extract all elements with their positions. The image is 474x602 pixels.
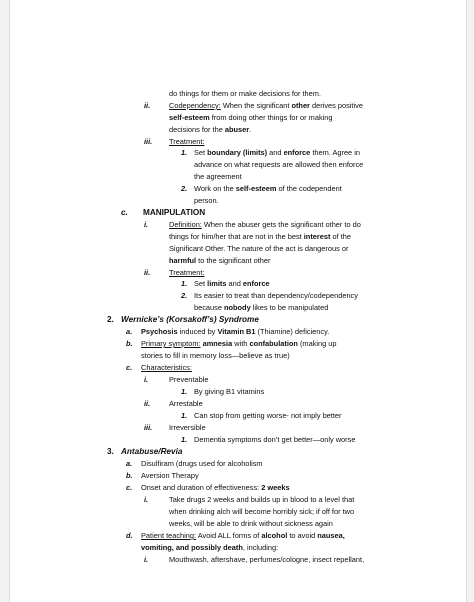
list-marker: ii. [144,399,151,408]
list-marker: i. [144,375,149,384]
list-item: c. Characteristics: [126,363,192,372]
text-line: when drinking alch will become horribly sick; if off for two [169,507,355,516]
list-item: d. Patient teaching: Avoid ALL forms of alcohol to avoid nausea, [126,531,345,540]
text-line: Significant Other. The nature of the act is dangerous or [169,244,349,253]
list-marker: 1. [181,435,188,444]
list-marker: c. [126,363,133,372]
section-heading: 3. Antabuse/Revia [107,447,183,456]
list-item: 2. Its easier to treat than dependency/codependency [181,291,358,300]
list-marker: a. [126,459,133,468]
text-line: because nobody likes to be manipulated [194,303,329,312]
list-marker: d. [126,531,133,540]
list-item: i. Definition: When the abuser gets the significant other to do [144,220,361,229]
list-item: c. MANIPULATION [121,208,206,217]
list-marker: 1. [181,411,188,420]
list-item: i. Preventable [144,375,209,384]
list-marker: ii. [144,101,151,110]
list-marker: ii. [144,268,151,277]
list-marker: 1. [181,148,188,157]
text-line: stories to fill in memory loss—believe as true) [141,351,290,360]
list-item: ii. Treatment: [144,268,205,277]
list-marker: i. [144,555,149,564]
text-line: decisions for the abuser. [169,125,252,134]
list-marker: b. [126,471,133,480]
text-line: do things for them or make decisions for them. [169,89,321,98]
list-marker: 2. [181,291,188,300]
list-marker: 3. [107,447,114,456]
list-marker: c. [126,483,133,492]
list-item: 1. Dementia symptoms don’t get better—only worse [181,435,356,444]
list-item: ii. Codependency: When the significant other derives positive [144,101,363,110]
text-line: vomiting, and possibly death, including: [141,543,279,552]
list-marker: i. [144,495,149,504]
list-item: a. Psychosis induced by Vitamin B1 (Thiamine) deficiency. [126,327,330,336]
list-item: iii. Treatment: [144,137,205,146]
list-item: c. Onset and duration of effectiveness: 2 weeks [126,483,290,492]
list-marker: c. [121,208,128,217]
list-item: 2. Work on the self-esteem of the codependent [181,184,342,193]
text-line: harmful to the significant other [169,256,271,265]
list-item: i. Take drugs 2 weeks and builds up in blood to a level that [144,495,355,504]
list-marker: 2. [181,184,188,193]
list-item: b. Primary symptom: amnesia with confabulation (making up [126,339,337,348]
list-marker: b. [126,339,133,348]
list-item: i. Mouthwash, aftershave, perfumes/cologne, insect repellant, [144,555,365,564]
text-line: weeks, will be able to drink without sickness again [169,519,333,528]
text-line: advance on what requests are allowed then enforce [194,160,364,169]
list-item: b. Aversion Therapy [126,471,199,480]
text-line: things for him/her that are not in the best interest of the [169,232,351,241]
list-item: 1. Set limits and enforce [181,279,270,288]
list-item: iii. Irreversible [144,423,206,432]
list-item: a. Disulfiram (drugs used for alcoholism [126,459,263,468]
text-line: person. [194,196,219,205]
list-item: ii. Arrestable [144,399,203,408]
list-marker: 1. [181,279,188,288]
list-marker: iii. [144,423,153,432]
text-line: self-esteem from doing other things for or making [169,113,333,122]
list-marker: 2. [107,315,114,324]
text-line: the agreement [194,172,242,181]
list-item: 1. Can stop from getting worse- not imply better [181,411,342,420]
list-marker: a. [126,327,133,336]
list-marker: iii. [144,137,153,146]
section-heading: 2. Wernicke’s (Korsakoff’s) Syndrome [107,315,259,324]
list-item: 1. Set boundary (limits) and enforce them. Agree in [181,148,360,157]
list-marker: 1. [181,387,188,396]
document-page [9,0,467,602]
list-item: 1. By giving B1 vitamins [181,387,265,396]
list-marker: i. [144,220,149,229]
